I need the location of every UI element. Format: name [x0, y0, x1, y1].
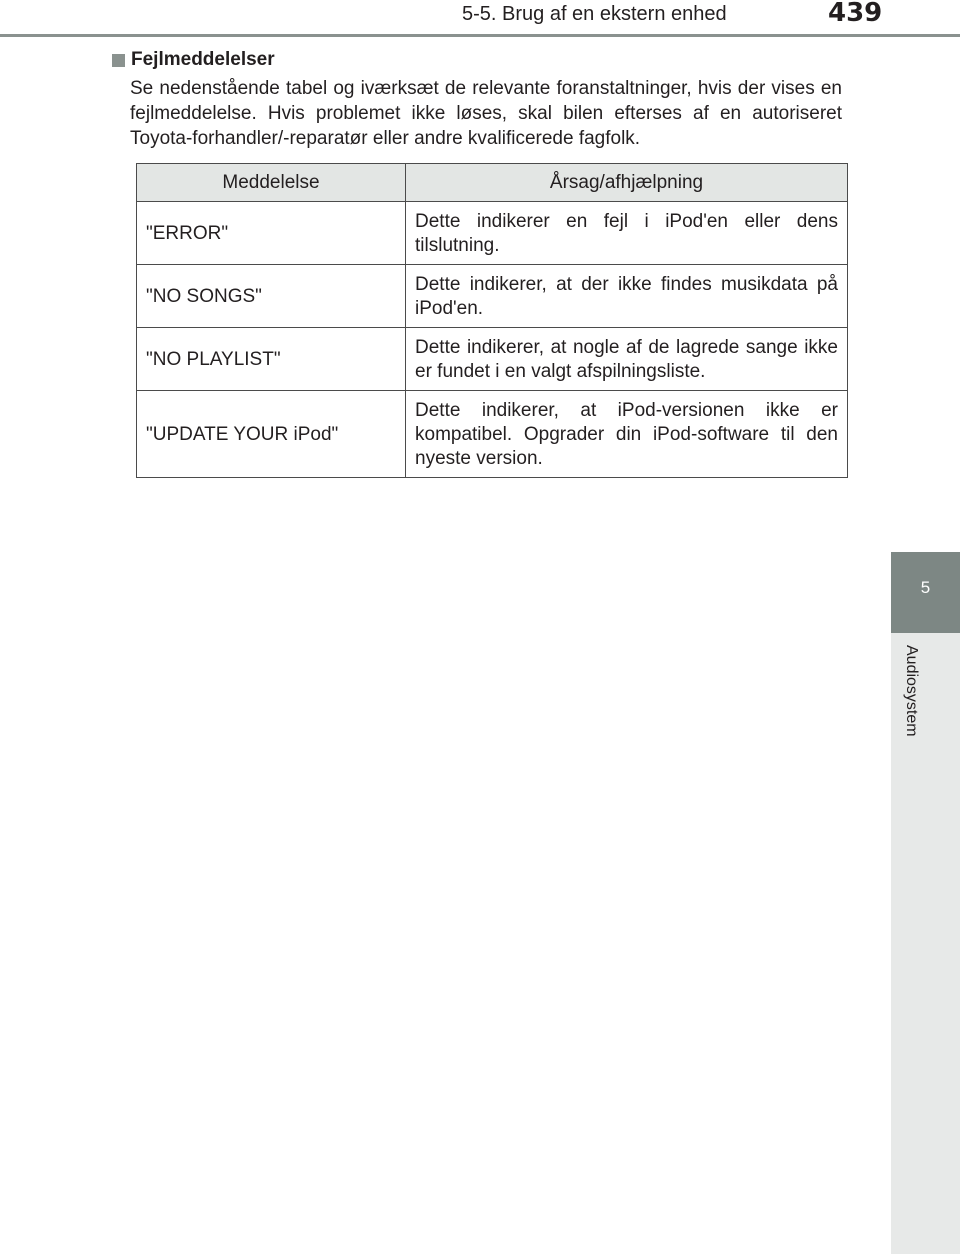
chapter-tab — [891, 552, 960, 633]
table-row — [137, 328, 848, 391]
section-heading-text: Fejlmeddelelser — [131, 49, 275, 70]
column-header-remedy: Årsag/afhjælpning — [406, 164, 848, 202]
message-cell: "NO PLAYLIST" — [137, 328, 406, 391]
square-bullet-icon — [112, 54, 125, 67]
remedy-cell: Dette indikerer en fejl i iPod'en eller dens tilslutning. — [406, 202, 848, 265]
message-cell: "NO SONGS" — [137, 265, 406, 328]
chapter-label: Audiosystem — [903, 645, 920, 737]
remedy-cell: Dette indikerer, at nogle af de lagrede sange ikke er fundet i en valgt afspilningsliste. — [406, 328, 848, 391]
message-cell: "UPDATE YOUR iPod" — [137, 391, 406, 478]
table-row — [137, 391, 848, 478]
remedy-cell: Dette indikerer, at der ikke findes musikdata på iPod'en. — [406, 265, 848, 328]
intro-paragraph: Se nedenstående tabel og iværksæt de relevante foranstaltninger, hvis der vises en fejlmeddelelse. Hvis problemet ikke løses, skal bilen efterses af en autoriseret Toyota-forhandler/-reparatør eller andre kvalificerede fagfolk. — [130, 78, 842, 149]
column-header-message: Meddelelse — [137, 164, 406, 202]
header-rule — [0, 34, 960, 37]
table-header-row — [137, 164, 848, 202]
error-message-table — [136, 163, 848, 478]
page-number: 439 — [828, 0, 883, 28]
table-row — [137, 202, 848, 265]
chapter-number: 5 — [920, 578, 931, 597]
section-heading — [112, 49, 275, 71]
table-row — [137, 265, 848, 328]
remedy-cell: Dette indikerer, at iPod-versionen ikke er kompatibel. Opgrader din iPod-software til den nyeste version. — [406, 391, 848, 478]
header-title: 5-5. Brug af en ekstern enhed — [462, 3, 727, 25]
message-cell: "ERROR" — [137, 202, 406, 265]
